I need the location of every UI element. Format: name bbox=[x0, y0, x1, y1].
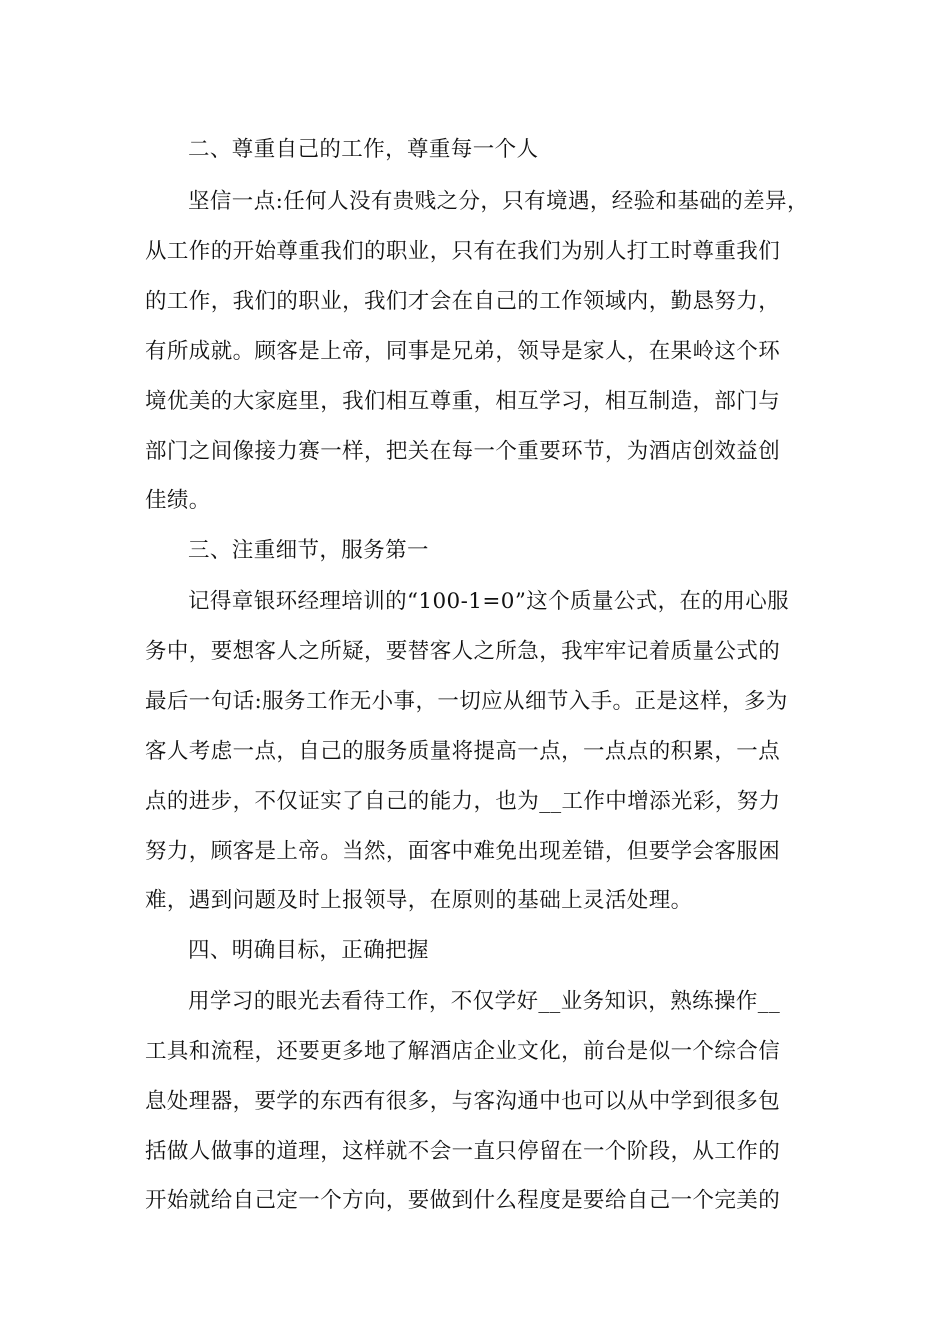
paragraph-line: 的工作，我们的职业，我们才会在自己的工作领域内，勤恳努力， bbox=[145, 289, 781, 314]
paragraph-line: 从工作的开始尊重我们的职业，只有在我们为别人打工时尊重我们 bbox=[145, 239, 781, 264]
paragraph-line: 部门之间像接力赛一样，把关在每一个重要环节，为酒店创效益创 bbox=[145, 439, 781, 464]
paragraph-line: 有所成就。顾客是上帝，同事是兄弟，领导是家人，在果岭这个环 bbox=[145, 339, 781, 364]
section-heading: 二、尊重自己的工作，尊重每一个人 bbox=[188, 137, 539, 162]
paragraph-line: 佳绩。 bbox=[145, 488, 211, 513]
paragraph-line: 境优美的大家庭里，我们相互尊重，相互学习，相互制造，部门与 bbox=[145, 389, 781, 414]
section-heading: 三、注重细节，服务第一 bbox=[188, 538, 429, 563]
paragraph-line: 开始就给自己定一个方向，要做到什么程度是要给自己一个完美的 bbox=[145, 1188, 781, 1213]
paragraph-line: 最后一句话:服务工作无小事，一切应从细节入手。正是这样，多为 bbox=[145, 689, 788, 714]
paragraph-line: 努力，顾客是上帝。当然，面客中难免出现差错，但要学会客服困 bbox=[145, 839, 781, 864]
paragraph-line: 记得章银环经理培训的“100-1=0”这个质量公式，在的用心服 bbox=[188, 589, 790, 614]
paragraph-line: 务中，要想客人之所疑，要替客人之所急，我牢牢记着质量公式的 bbox=[145, 639, 781, 664]
paragraph-line: 用学习的眼光去看待工作，不仅学好__业务知识，熟练操作__ bbox=[188, 989, 781, 1014]
section-heading: 四、明确目标，正确把握 bbox=[188, 938, 429, 963]
paragraph-line: 括做人做事的道理，这样就不会一直只停留在一个阶段，从工作的 bbox=[145, 1139, 781, 1164]
paragraph-line: 客人考虑一点，自己的服务质量将提高一点，一点点的积累，一点 bbox=[145, 739, 781, 764]
paragraph-line: 坚信一点:任何人没有贵贱之分，只有境遇，经验和基础的差异， bbox=[188, 189, 809, 214]
paragraph-line: 息处理器，要学的东西有很多，与客沟通中也可以从中学到很多包 bbox=[145, 1089, 781, 1114]
paragraph-line: 难，遇到问题及时上报领导，在原则的基础上灵活处理。 bbox=[145, 888, 693, 913]
paragraph-line: 点的进步，不仅证实了自己的能力，也为__工作中增添光彩，努力 bbox=[145, 789, 781, 814]
paragraph-line: 工具和流程，还要更多地了解酒店企业文化，前台是似一个综合信 bbox=[145, 1039, 781, 1064]
